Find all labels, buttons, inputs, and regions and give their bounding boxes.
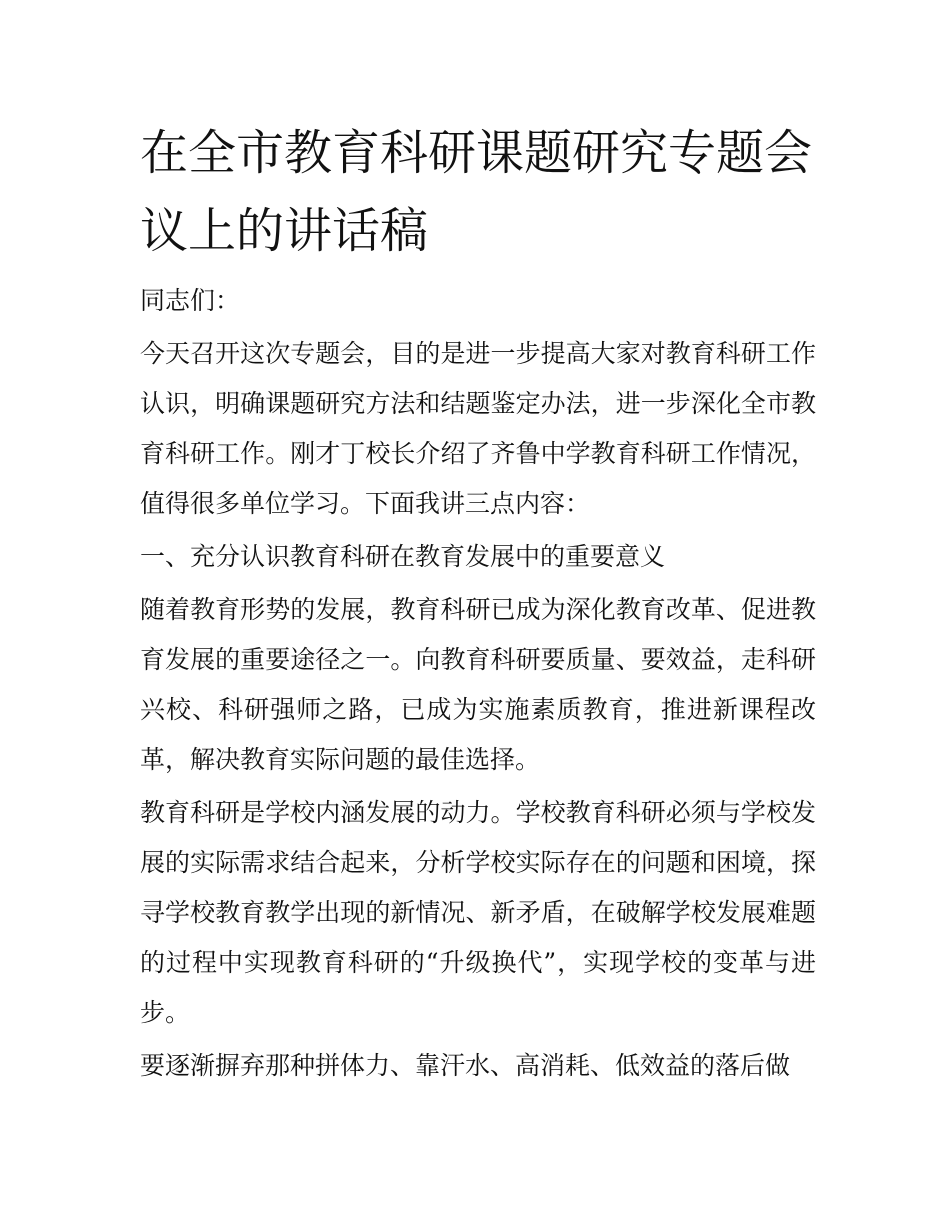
paragraph-1: 随着教育形势的发展，教育科研已成为深化教育改革、促进教育发展的重要途径之一。向教育科研要质量、要效益，走科研兴校、科研强师之路，已成为实施素质教育，推进新课程改革，解决教育实际问题的最佳选择。 — [140, 595, 816, 774]
paragraph-3: 要逐渐摒弃那种拼体力、靠汗水、高消耗、低效益的落后做 — [140, 1051, 791, 1080]
paragraph-2: 教育科研是学校内涵发展的动力。学校教育科研必须与学校发展的实际需求结合起来，分析学校实际存在的问题和困境，探寻学校教育教学出现的新情况、新矛盾，在破解学校发展难题的过程中实现教育科研的“升级换代”，实现学校的变革与进步。 — [140, 798, 816, 1027]
document-body — [140, 276, 816, 1094]
paragraph-intro: 今天召开这次专题会，目的是进一步提高大家对教育科研工作认识，明确课题研究方法和结题鉴定办法，进一步深化全市教育科研工作。刚才丁校长介绍了齐鲁中学教育科研工作情况，值得很多单位学习。下面我讲三点内容： — [140, 339, 816, 518]
document-title: 在全市教育科研课题研究专题会议上的讲话稿 — [140, 125, 813, 259]
section-heading-1: 一、充分认识教育科研在教育发展中的重要意义 — [140, 542, 666, 571]
salutation: 同志们： — [140, 286, 241, 315]
